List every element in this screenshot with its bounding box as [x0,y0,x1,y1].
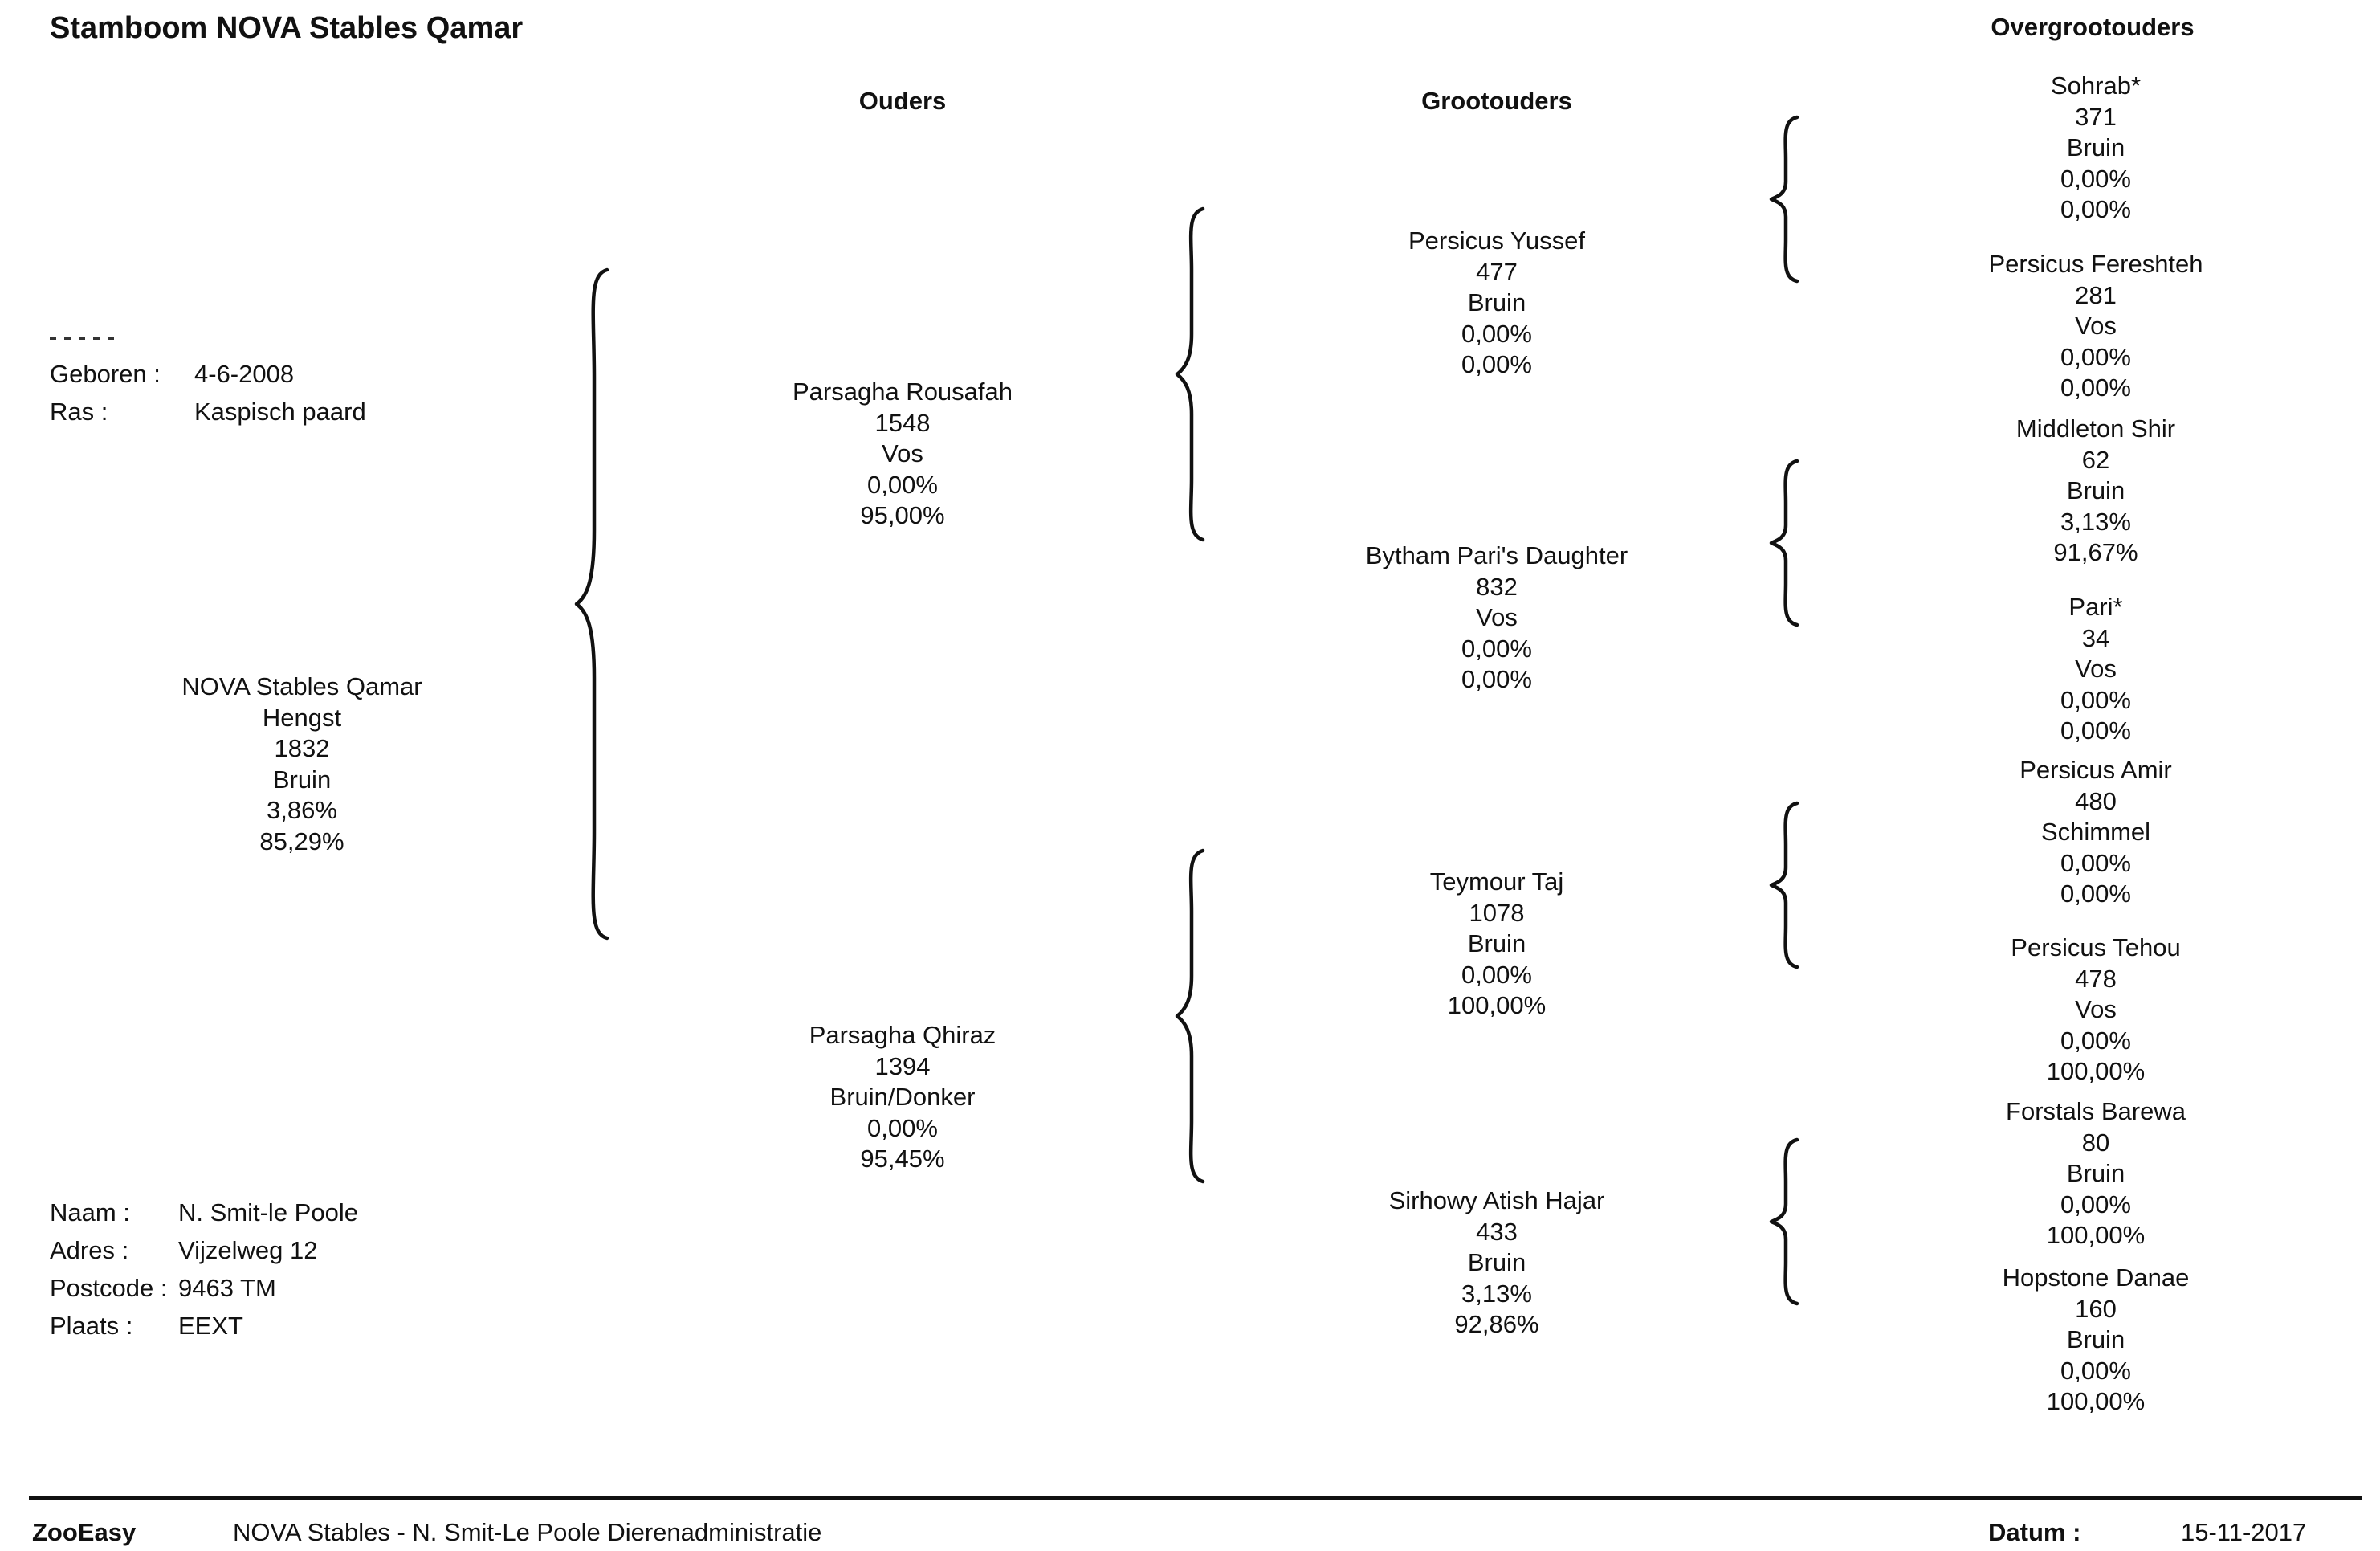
horse-pct1: 0,00% [2060,1026,2131,1055]
horse-pct1: 0,00% [867,1113,938,1142]
horse-pct2: 100,00% [2046,1387,2146,1415]
horse-number: 160 [2075,1294,2117,1323]
footer-organization: NOVA Stables - N. Smit-Le Poole Dierenadministratie [233,1518,822,1546]
horse-pct1: 3,13% [2060,507,2131,536]
horse-color: Bruin [272,765,332,794]
horse-number: 832 [1476,572,1518,601]
horse-pct2: 100,00% [2046,1057,2146,1085]
horse-pct2: 91,67% [2053,538,2138,566]
owner-info [50,1194,532,1345]
owner-label: Postcode : [50,1274,168,1302]
owner-row-name [50,1194,532,1231]
horse-pct1: 0,00% [2060,1190,2131,1218]
brace-subject-icon [572,265,612,943]
horse-pct2: 0,00% [2060,373,2131,402]
info-value: 4-6-2008 [194,360,295,388]
horse-pct1: 0,00% [867,470,938,499]
horse-number: 478 [2075,964,2117,993]
horse-pct1: 0,00% [2060,1356,2131,1385]
horse-pct2: 0,00% [1461,350,1532,378]
column-header-overgrootouders: Overgrootouders [1991,13,2195,41]
horse-great-grandparent [1871,1096,2321,1251]
horse-pct2: 0,00% [1461,665,1532,693]
horse-pct2: 95,45% [860,1145,945,1173]
info-label: Ras : [50,398,108,426]
horse-pct2: 0,00% [2060,880,2131,908]
horse-color: Bruin [1467,929,1526,957]
horse-subject [77,671,527,857]
horse-pct2: 95,00% [860,501,945,529]
footer-date-value: 15-11-2017 [2181,1518,2307,1546]
brace-sire-icon [1172,206,1208,543]
owner-row-postcode [50,1269,532,1307]
horse-number: 433 [1476,1217,1518,1246]
horse-number: 62 [2081,445,2110,474]
horse-color: Bruin [1467,1248,1526,1276]
horse-pct1: 0,00% [2060,342,2131,371]
horse-great-grandparent [1871,755,2321,910]
horse-number: 281 [2075,280,2117,309]
horse-great-grandparent [1871,1263,2321,1418]
brace-gp4-icon [1767,1137,1802,1307]
horse-color: Vos [1476,603,1518,631]
horse-name: Persicus Yussef [1408,227,1585,255]
owner-row-city [50,1307,532,1345]
horse-color: Bruin [2066,1159,2125,1187]
horse-pct1: 0,00% [2060,164,2131,193]
horse-great-grandparent [1871,249,2321,404]
horse-sex: Hengst [262,703,342,732]
animal-info [50,355,532,431]
horse-color: Vos [2075,312,2117,340]
horse-name: Persicus Amir [2019,756,2172,784]
horse-pct1: 0,00% [2060,685,2131,714]
owner-value: Vijzelweg 12 [178,1236,318,1264]
horse-great-grandparent [1871,71,2321,226]
horse-number: 80 [2081,1128,2110,1157]
horse-parent-dam [678,1020,1127,1175]
horse-name: Persicus Tehou [2011,933,2181,961]
horse-pct1: 0,00% [1461,960,1532,989]
footer-divider [29,1496,2362,1500]
horse-pct2: 0,00% [2060,195,2131,223]
horse-number: 34 [2081,623,2110,652]
horse-number: 480 [2075,786,2117,815]
owner-label: Naam : [50,1198,130,1227]
horse-great-grandparent [1871,414,2321,569]
owner-label: Plaats : [50,1312,133,1340]
horse-name: Parsagha Rousafah [792,378,1013,406]
column-header-grootouders: Grootouders [1421,87,1572,115]
horse-great-grandparent [1871,592,2321,747]
horse-color: Vos [2075,655,2117,683]
info-label: Geboren : [50,360,161,388]
horse-parent-sire [678,377,1127,532]
clipped-text-fragment [50,329,170,341]
info-row-born [50,355,532,393]
horse-name: Bytham Pari's Daughter [1365,541,1628,569]
horse-pct2: 85,29% [259,827,344,855]
horse-number: 1832 [274,734,330,762]
horse-name: Parsagha Qhiraz [809,1021,996,1049]
horse-color: Vos [2075,995,2117,1023]
horse-pct2: 92,86% [1454,1310,1539,1338]
info-row-breed [50,393,532,431]
owner-label: Adres : [50,1236,129,1264]
horse-number: 477 [1476,257,1518,286]
horse-pct1: 0,00% [2060,848,2131,877]
horse-name: NOVA Stables Qamar [181,672,422,700]
horse-pct1: 0,00% [1461,319,1532,348]
horse-color: Bruin [1467,288,1526,316]
horse-name: Forstals Barewa [2006,1097,2186,1125]
brace-gp1-icon [1767,114,1802,284]
horse-name: Sirhowy Atish Hajar [1388,1186,1605,1214]
horse-color: Bruin/Donker [829,1083,976,1111]
horse-color: Bruin [2066,476,2125,504]
brace-gp2-icon [1767,458,1802,628]
horse-name: Persicus Fereshteh [1988,250,2203,278]
horse-grandparent [1272,1186,1722,1341]
horse-pct1: 3,86% [267,796,337,824]
horse-color: Bruin [2066,1325,2125,1353]
owner-row-address [50,1231,532,1269]
brace-dam-icon [1172,847,1208,1185]
owner-value: N. Smit-le Poole [178,1198,358,1227]
horse-great-grandparent [1871,933,2321,1088]
horse-name: Middleton Shir [2015,414,2176,443]
owner-value: 9463 TM [178,1274,276,1302]
horse-grandparent [1272,541,1722,696]
horse-name: Sohrab* [2050,71,2142,100]
horse-color: Schimmel [2040,818,2151,846]
column-header-ouders: Ouders [858,87,947,115]
horse-pct2: 100,00% [2046,1221,2146,1249]
brace-gp3-icon [1767,800,1802,970]
owner-value: EEXT [178,1312,243,1340]
horse-name: Teymour Taj [1429,867,1564,896]
horse-number: 1078 [1469,898,1525,927]
horse-number: 1548 [874,408,931,437]
info-value: Kaspisch paard [194,398,366,426]
footer-date-label: Datum : [1988,1518,2081,1546]
horse-grandparent [1272,226,1722,381]
horse-pct2: 0,00% [2060,716,2131,745]
horse-color: Vos [882,439,923,467]
page-title: Stamboom NOVA Stables Qamar [50,11,524,45]
horse-color: Bruin [2066,133,2125,161]
horse-pct1: 0,00% [1461,634,1532,663]
horse-name: Hopstone Danae [2002,1263,2190,1292]
horse-pct1: 3,13% [1461,1279,1532,1308]
horse-number: 1394 [874,1051,931,1080]
horse-pct2: 100,00% [1447,991,1547,1019]
horse-grandparent [1272,867,1722,1022]
footer-app-name: ZooEasy [32,1518,137,1546]
horse-number: 371 [2075,102,2117,131]
horse-name: Pari* [2068,593,2123,621]
